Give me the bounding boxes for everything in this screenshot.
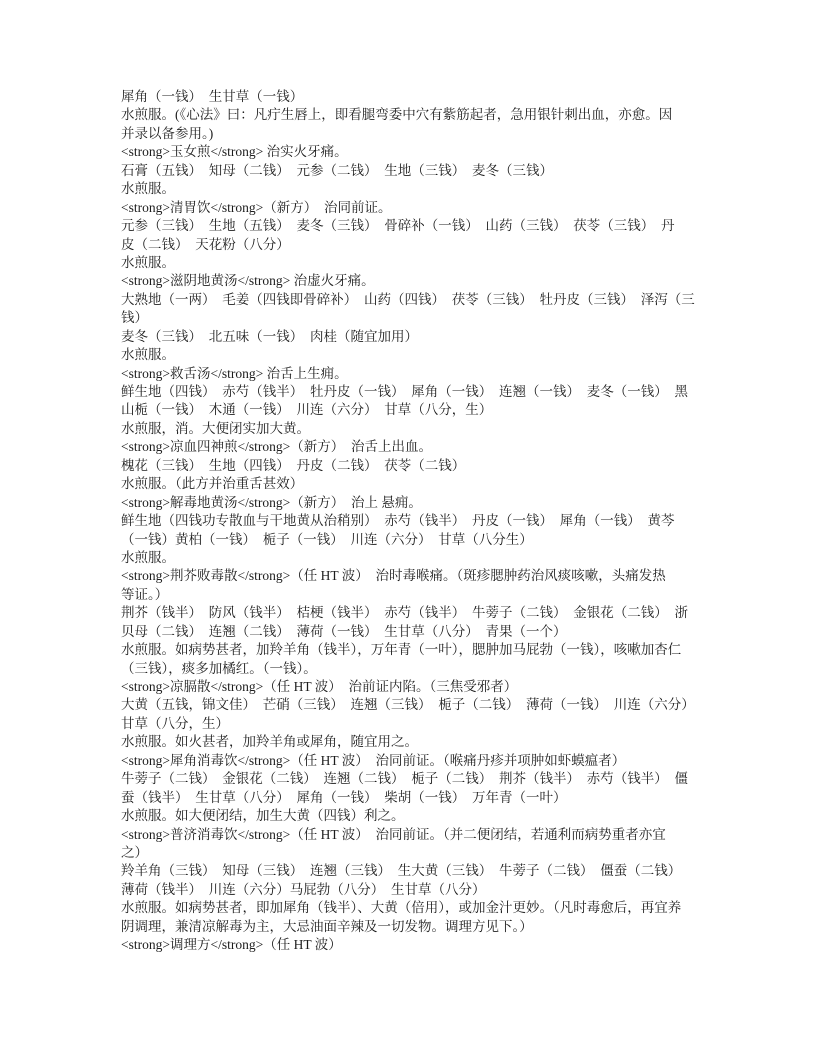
text-line: 薄荷（钱半） 川连（六分）马屁勃（八分） 生甘草（八分） xyxy=(121,881,486,897)
text-line: <strong>凉血四神煎</strong>（新方） 治舌上出血。 xyxy=(121,439,432,455)
text-line: 水煎服。如病势甚者，加羚羊角（钱半），万年青（一叶），腮肿加马屁勃（一钱），咳嗽加杏仁 xyxy=(121,642,682,658)
text-line: 甘草（八分，生） xyxy=(121,715,229,731)
text-line: 皮（二钱） 天花粉（八分） xyxy=(121,236,290,252)
text-line: 水煎服。 xyxy=(121,549,175,565)
text-line: 水煎服。 xyxy=(121,347,175,363)
text-line: 水煎服。(《心法》曰：凡疔生唇上，即看腿弯委中穴有紫筋起者，急用银针刺出血，亦愈。因 xyxy=(121,107,673,123)
text-line: <strong>犀角消毒饮</strong>（任 HT 波） 治同前证。（喉痛丹疹并项肿如虾蟆瘟者） xyxy=(121,752,626,768)
text-line: （一钱）黄柏（一钱） 栀子（一钱） 川连（六分） 甘草（八分生） xyxy=(121,531,533,547)
text-line: 犀角（一钱） 生甘草（一钱） xyxy=(121,89,304,104)
text-line: 山栀（一钱） 木通（一钱） 川连（六分） 甘草（八分，生） xyxy=(121,402,493,418)
text-line: <strong>玉女煎</strong> 治实火牙痛。 xyxy=(121,144,348,160)
text-line: 荆芥（钱半） 防风（钱半） 桔梗（钱半） 赤芍（钱半） 牛蒡子（二钱） 金银花（二钱） 浙 xyxy=(121,605,688,621)
text-line: 蚕（钱半） 生甘草（八分） 犀角（一钱） 柴胡（一钱） 万年青（一叶） xyxy=(121,789,567,805)
text-line: 钱） xyxy=(121,310,148,326)
text-line: <strong>荆芥败毒散</strong>（任 HT 波） 治时毒喉痛。（斑疹腮肿药治风痰咳嗽，头痛发热 xyxy=(121,568,666,584)
text-line: 水煎服。如病势甚者，即加犀角（钱半）、大黄（倍用），或加金汁更妙。（凡时毒愈后，再宜养 xyxy=(121,900,682,916)
text-line: <strong>凉膈散</strong>（任 HT 波） 治前证内陷。（三焦受邪者） xyxy=(121,679,518,694)
text-line: 水煎服。 xyxy=(121,254,175,270)
text-line: 槐花（三钱） 生地（四钱） 丹皮（二钱） 茯苓（二钱） xyxy=(121,457,466,473)
text-line: <strong>调理方</strong>（任 HT 波） xyxy=(121,937,342,953)
text-line: 石膏（五钱） 知母（二钱） 元参（二钱） 生地（三钱） 麦冬（三钱） xyxy=(121,162,553,178)
text-line: 水煎服，消。大便闭实加大黄。 xyxy=(121,420,310,436)
text-line: 水煎服。 xyxy=(121,181,175,197)
text-line: 贝母（二钱） 连翘（二钱） 薄荷（一钱） 生甘草（八分） 青果（一个） xyxy=(121,623,567,639)
text-line: 羚羊角（三钱） 知母（三钱） 连翘（三钱） 生大黄（三钱） 牛蒡子（二钱） 僵蚕（二钱） xyxy=(121,863,682,879)
text-line: 等证。） xyxy=(121,586,169,602)
text-line: 麦冬（三钱） 北五味（一钱） 肉桂（随宜加用） xyxy=(121,328,418,344)
text-line: <strong>救舌汤</strong> 治舌上生痈。 xyxy=(121,365,348,381)
text-line: 鲜生地（四钱） 赤芍（钱半） 牡丹皮（一钱） 犀角（一钱） 连翘（一钱） 麦冬（一钱） 黑 xyxy=(121,384,688,399)
text-line: 牛蒡子（二钱） 金银花（二钱） 连翘（二钱） 栀子（二钱） 荆芥（钱半） 赤芍（钱半） 僵 xyxy=(121,771,688,787)
text-block xyxy=(121,88,727,955)
text-line: 水煎服。如火甚者，加羚羊角或犀角，随宜用之。 xyxy=(121,734,418,750)
text-line: 大熟地（一两） 毛姜（四钱即骨碎补） 山药（四钱） 茯苓（三钱） 牡丹皮（三钱） 泽泻（三 xyxy=(121,291,695,307)
text-line: 元参（三钱） 生地（五钱） 麦冬（三钱） 骨碎补（一钱） 山药（三钱） 茯苓（三钱） 丹 xyxy=(121,218,675,234)
text-line: （三钱），痰多加橘红。（一钱）。 xyxy=(121,660,317,676)
text-line: 并录以备参用。) xyxy=(121,125,214,141)
text-line: 水煎服。（此方并治重舌甚效） xyxy=(121,476,304,492)
text-line: <strong>解毒地黄汤</strong>（新方） 治上 悬痈。 xyxy=(121,494,422,510)
text-line: 阴调理，兼清凉解毒为主，大忌油面辛辣及一切发物。调理方见下。） xyxy=(121,918,533,934)
text-line: 鲜生地（四钱功专散血与干地黄从治稍别） 赤芍（钱半） 丹皮（一钱） 犀角（一钱） 黄芩 xyxy=(121,513,675,529)
text-line: <strong>滋阴地黄汤</strong> 治虚火牙痛。 xyxy=(121,273,375,289)
text-line: <strong>清胃饮</strong>（新方） 治同前证。 xyxy=(121,199,392,215)
text-line: 大黄（五钱，锦文佳） 芒硝（三钱） 连翘（三钱） 栀子（二钱） 薄荷（一钱） 川连（六分） xyxy=(121,697,695,713)
text-line: 之） xyxy=(121,844,148,860)
text-line: <strong>普济消毒饮</strong>（任 HT 波） 治同前证。（并二便闭结，若通利而病势重者亦宜 xyxy=(121,826,666,842)
text-line: 水煎服。如大便闭结，加生大黄（四钱）利之。 xyxy=(121,808,405,824)
